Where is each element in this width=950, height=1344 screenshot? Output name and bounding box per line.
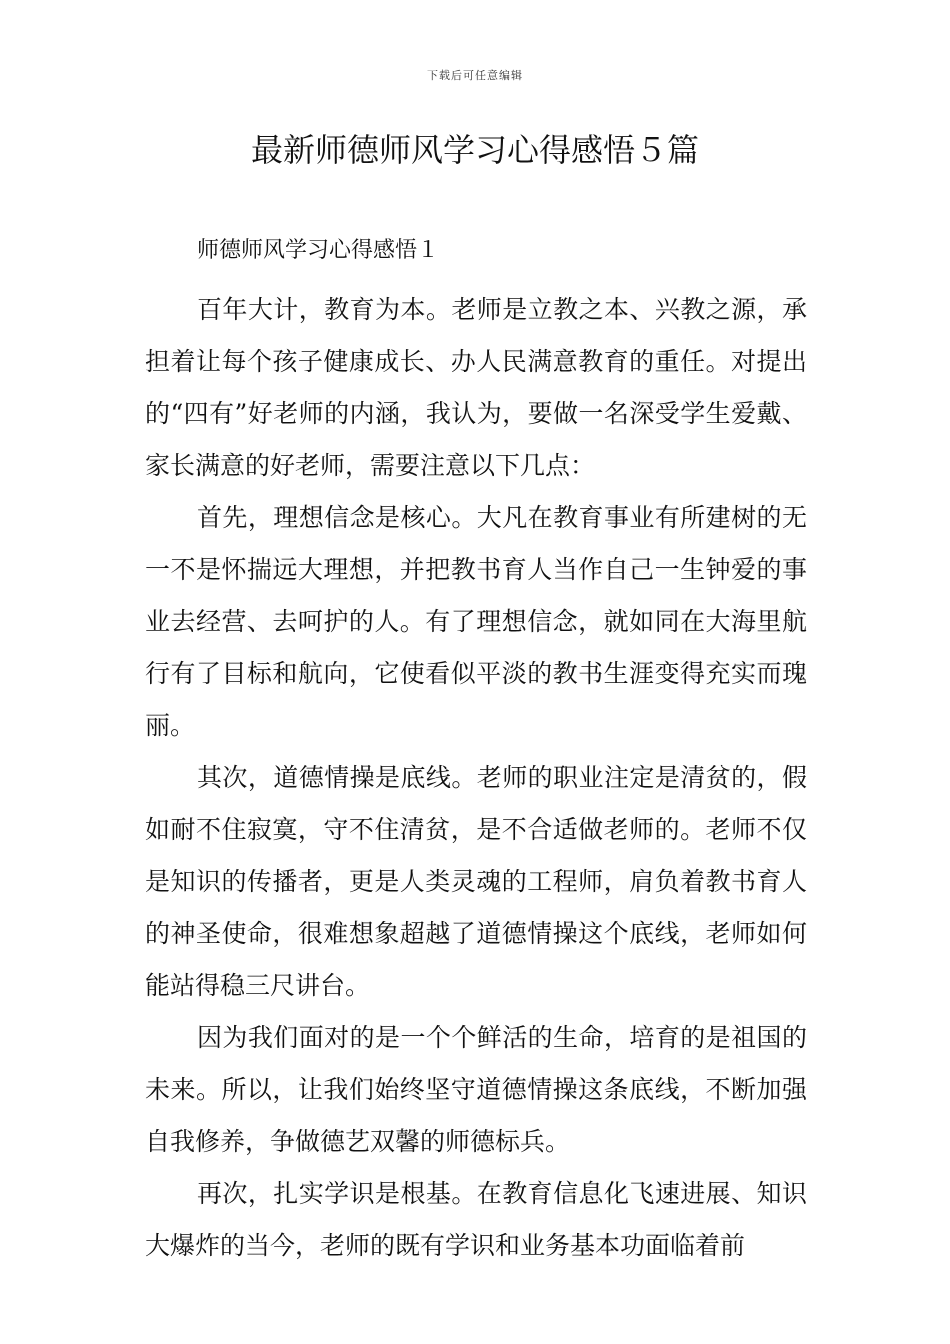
paragraph: 百年大计，教育为本。老师是立教之本、兴教之源，承担着让每个孩子健康成长、办人民满意教育的重任。对提出的“四有”好老师的内涵，我认为，要做一名深受学生爱戴、家长满意的好老师，需要注意以下几点： [145, 295, 807, 480]
paragraph: 首先，理想信念是核心。大凡在教育事业有所建树的无一不是怀揣远大理想，并把教书育人当作自己一生钟爱的事业去经营、去呵护的人。有了理想信念，就如同在大海里航行有了目标和航向，它使看似平淡的教书生涯变得充实而瑰丽。 [145, 503, 807, 740]
paragraph: 其次，道德情操是底线。老师的职业注定是清贫的，假如耐不住寂寞，守不住清贫，是不合适做老师的。老师不仅是知识的传播者，更是人类灵魂的工程师，肩负着教书育人的神圣使命，很难想象超越了道德情操这个底线，老师如何能站得稳三尺讲台。 [145, 763, 807, 1000]
document-body [145, 226, 807, 1272]
header-note: 下载后可任意编辑 [427, 69, 523, 82]
section-heading: 师德师风学习心得感悟１ [197, 238, 440, 263]
paragraph: 因为我们面对的是一个个鲜活的生命，培育的是祖国的未来。所以，让我们始终坚守道德情操这条底线，不断加强自我修养，争做德艺双馨的师德标兵。 [145, 1023, 807, 1156]
document-title: 最新师德师风学习心得感悟５篇 [250, 131, 699, 169]
paragraph: 再次，扎实学识是根基。在教育信息化飞速进展、知识大爆炸的当今，老师的既有学识和业务基本功面临着前 [145, 1179, 807, 1260]
